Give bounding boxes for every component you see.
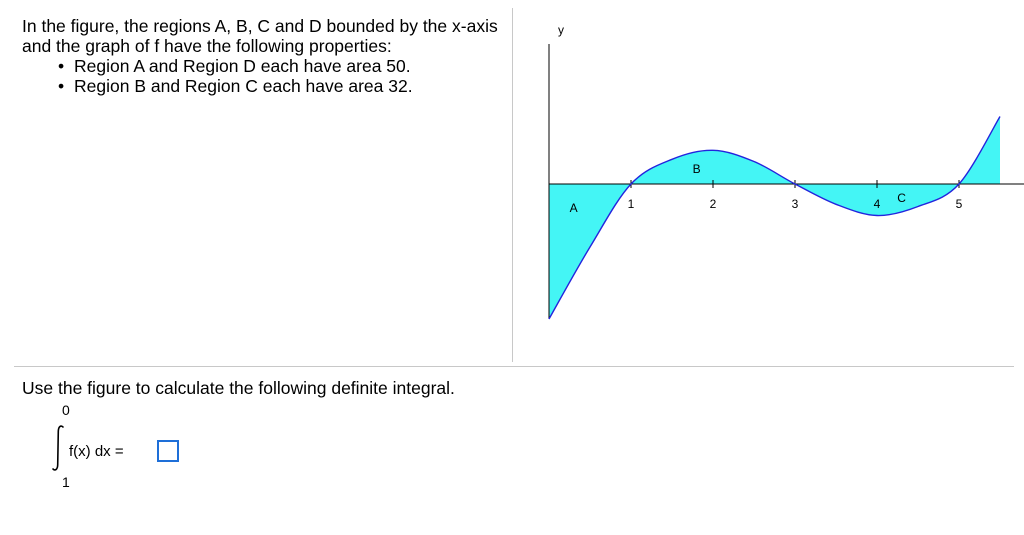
x-tick-label: 5 bbox=[955, 197, 963, 211]
function-curve bbox=[549, 117, 1000, 320]
upper-limit: 0 bbox=[62, 402, 70, 418]
question-prompt: Use the figure to calculate the following definite integral. bbox=[22, 378, 455, 398]
integral-expression bbox=[50, 402, 250, 492]
region-label-b: B bbox=[692, 162, 701, 176]
lower-limit: 1 bbox=[62, 474, 70, 490]
problem-statement bbox=[22, 16, 502, 96]
x-tick-label: 1 bbox=[627, 197, 635, 211]
answer-input[interactable] bbox=[157, 440, 179, 462]
x-tick-label: 4 bbox=[873, 197, 881, 211]
x-tick-label: 3 bbox=[791, 197, 799, 211]
property-item: • Region A and Region D each have area 50. bbox=[74, 56, 502, 76]
integrand-text: f(x) dx = bbox=[69, 443, 124, 460]
vertical-divider bbox=[512, 8, 513, 362]
integral-sign-icon bbox=[50, 424, 66, 472]
horizontal-divider bbox=[14, 366, 1014, 367]
properties-list bbox=[22, 56, 502, 96]
region-label-c: C bbox=[897, 191, 906, 205]
y-axis-label: y bbox=[558, 23, 564, 37]
property-item: • Region B and Region C each have area 32. bbox=[74, 76, 502, 96]
function-graph bbox=[540, 10, 1024, 350]
x-tick-label: 2 bbox=[709, 197, 717, 211]
region-fill bbox=[549, 117, 1000, 320]
problem-intro: In the figure, the regions A, B, C and D bounded by the x-axis and the graph of f have the following properties: bbox=[22, 16, 498, 56]
region-label-a: A bbox=[569, 201, 578, 215]
